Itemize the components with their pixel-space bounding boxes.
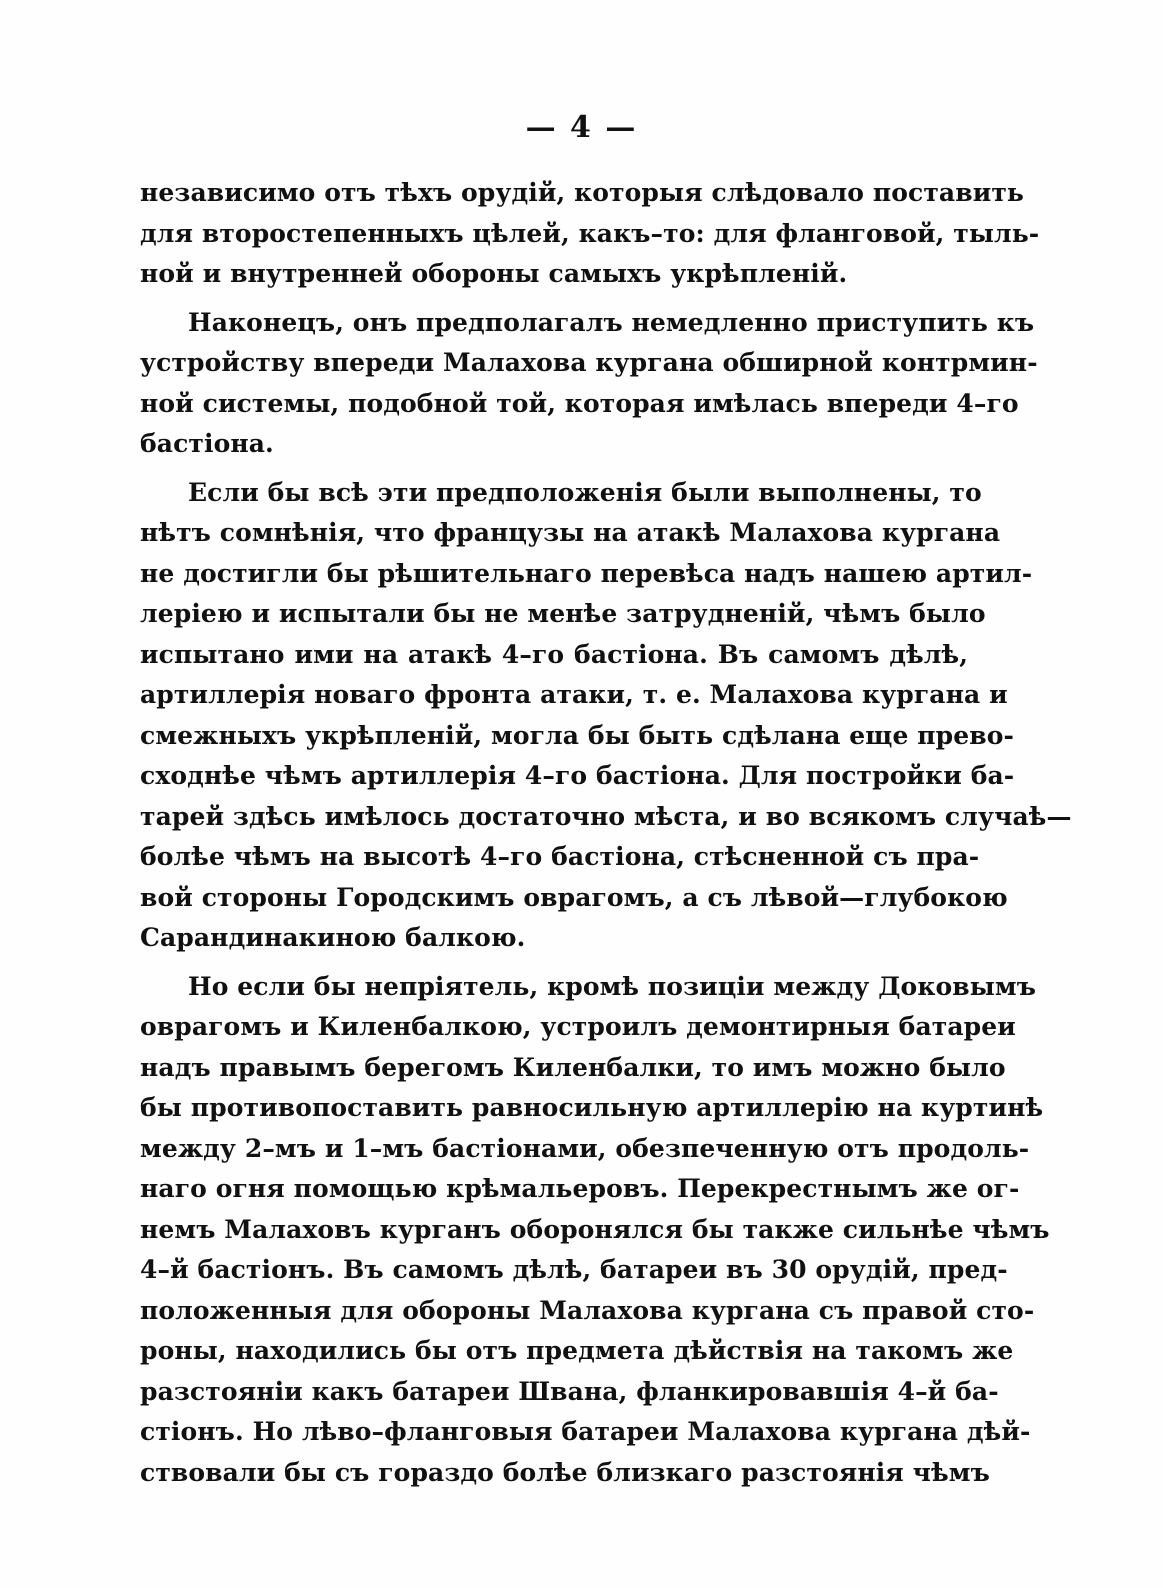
text-line: артиллерія новаго фронта атаки, т. е. Малахова кургана и bbox=[140, 680, 1008, 709]
text-line: немъ Малаховъ курганъ оборонялся бы также сильнѣе чѣмъ bbox=[140, 1214, 1050, 1244]
page-number: — 4 — bbox=[525, 110, 638, 145]
text-line: Но если бы непріятель, кромѣ позиціи между Доковымъ bbox=[188, 971, 1036, 1001]
text-line: Если бы всѣ эти предположенія были выполнены, то bbox=[188, 477, 982, 507]
text-line: между 2–мъ и 1–мъ бастіонами, обезпеченную отъ продоль- bbox=[140, 1133, 1030, 1163]
text-line: положенныя для обороны Малахова кургана съ правой сто- bbox=[140, 1295, 1035, 1325]
text-line: Наконецъ, онъ предполагалъ немедленно приступить къ bbox=[188, 307, 1035, 337]
text-line: Сарандинакиною балкою. bbox=[140, 923, 526, 952]
text-line: роны, находились бы отъ предмета дѣйствія на такомъ же bbox=[140, 1336, 1014, 1365]
text-line: оврагомъ и Киленбалкою, устроилъ демонтирныя батареи bbox=[140, 1012, 1016, 1041]
text-line: разстояніи какъ батареи Швана, фланкировавшія 4–й ба- bbox=[140, 1376, 999, 1406]
text-line: ной системы, подобной той, которая имѣлась впереди 4–го bbox=[140, 388, 1019, 418]
text-line: бастіона. bbox=[140, 429, 274, 458]
text-line: надъ правымъ берегомъ Киленбалки, то имъ можно было bbox=[140, 1052, 1006, 1082]
text-line: леріею и испытали бы не менѣе затрудненій, чѣмъ было bbox=[140, 599, 986, 628]
text-line: не достигли бы рѣшительнаго перевѣса надъ нашею артил- bbox=[140, 558, 1033, 588]
text-line: независимо отъ тѣхъ орудій, которыя слѣдовало поставить bbox=[140, 178, 1025, 207]
text-line: 4–й бастіонъ. Въ самомъ дѣлѣ, батареи въ 30 орудій, пред- bbox=[140, 1255, 1008, 1284]
text-line: ствовали бы съ гораздо болѣе близкаго разстоянія чѣмъ bbox=[140, 1457, 990, 1487]
text-line: стіонъ. Но лѣво–фланговыя батареи Малахова кургана дѣй- bbox=[140, 1417, 1031, 1446]
text-line: вой стороны Городскимъ оврагомъ, а съ лѣвой—глубокою bbox=[140, 882, 1008, 912]
text-line: ной и внутренней обороны самыхъ укрѣпленій. bbox=[140, 259, 848, 288]
text-line: сходнѣе чѣмъ артиллерія 4–го бастіона. Для постройки ба- bbox=[140, 761, 1015, 790]
text-line: смежныхъ укрѣпленій, могла бы быть сдѣлана еще прево- bbox=[140, 720, 1014, 750]
text-line: нѣтъ сомнѣнія, что французы на атакѣ Малахова кургана bbox=[140, 518, 1001, 547]
text-line: болѣе чѣмъ на высотѣ 4–го бастіона, стѣсненной съ пра- bbox=[140, 842, 980, 871]
text-line: для второстепенныхъ цѣлей, какъ–то: для фланговой, тыль- bbox=[140, 218, 1040, 248]
text-line: тарей здѣсь имѣлось достаточно мѣста, и во всякомъ случаѣ— bbox=[140, 801, 1072, 831]
text-line: наго огня помощью крѣмальеровъ. Перекрестнымъ же ог- bbox=[140, 1174, 1020, 1203]
text-line: устройству впереди Малахова кургана обширной контрмин- bbox=[140, 348, 1038, 377]
body-text bbox=[140, 173, 1072, 1493]
text-line: бы противопоставить равносильную артиллерію на куртинѣ bbox=[140, 1093, 1044, 1122]
text-line: испытано ими на атакѣ 4–го бастіона. Въ самомъ дѣлѣ, bbox=[140, 639, 968, 669]
